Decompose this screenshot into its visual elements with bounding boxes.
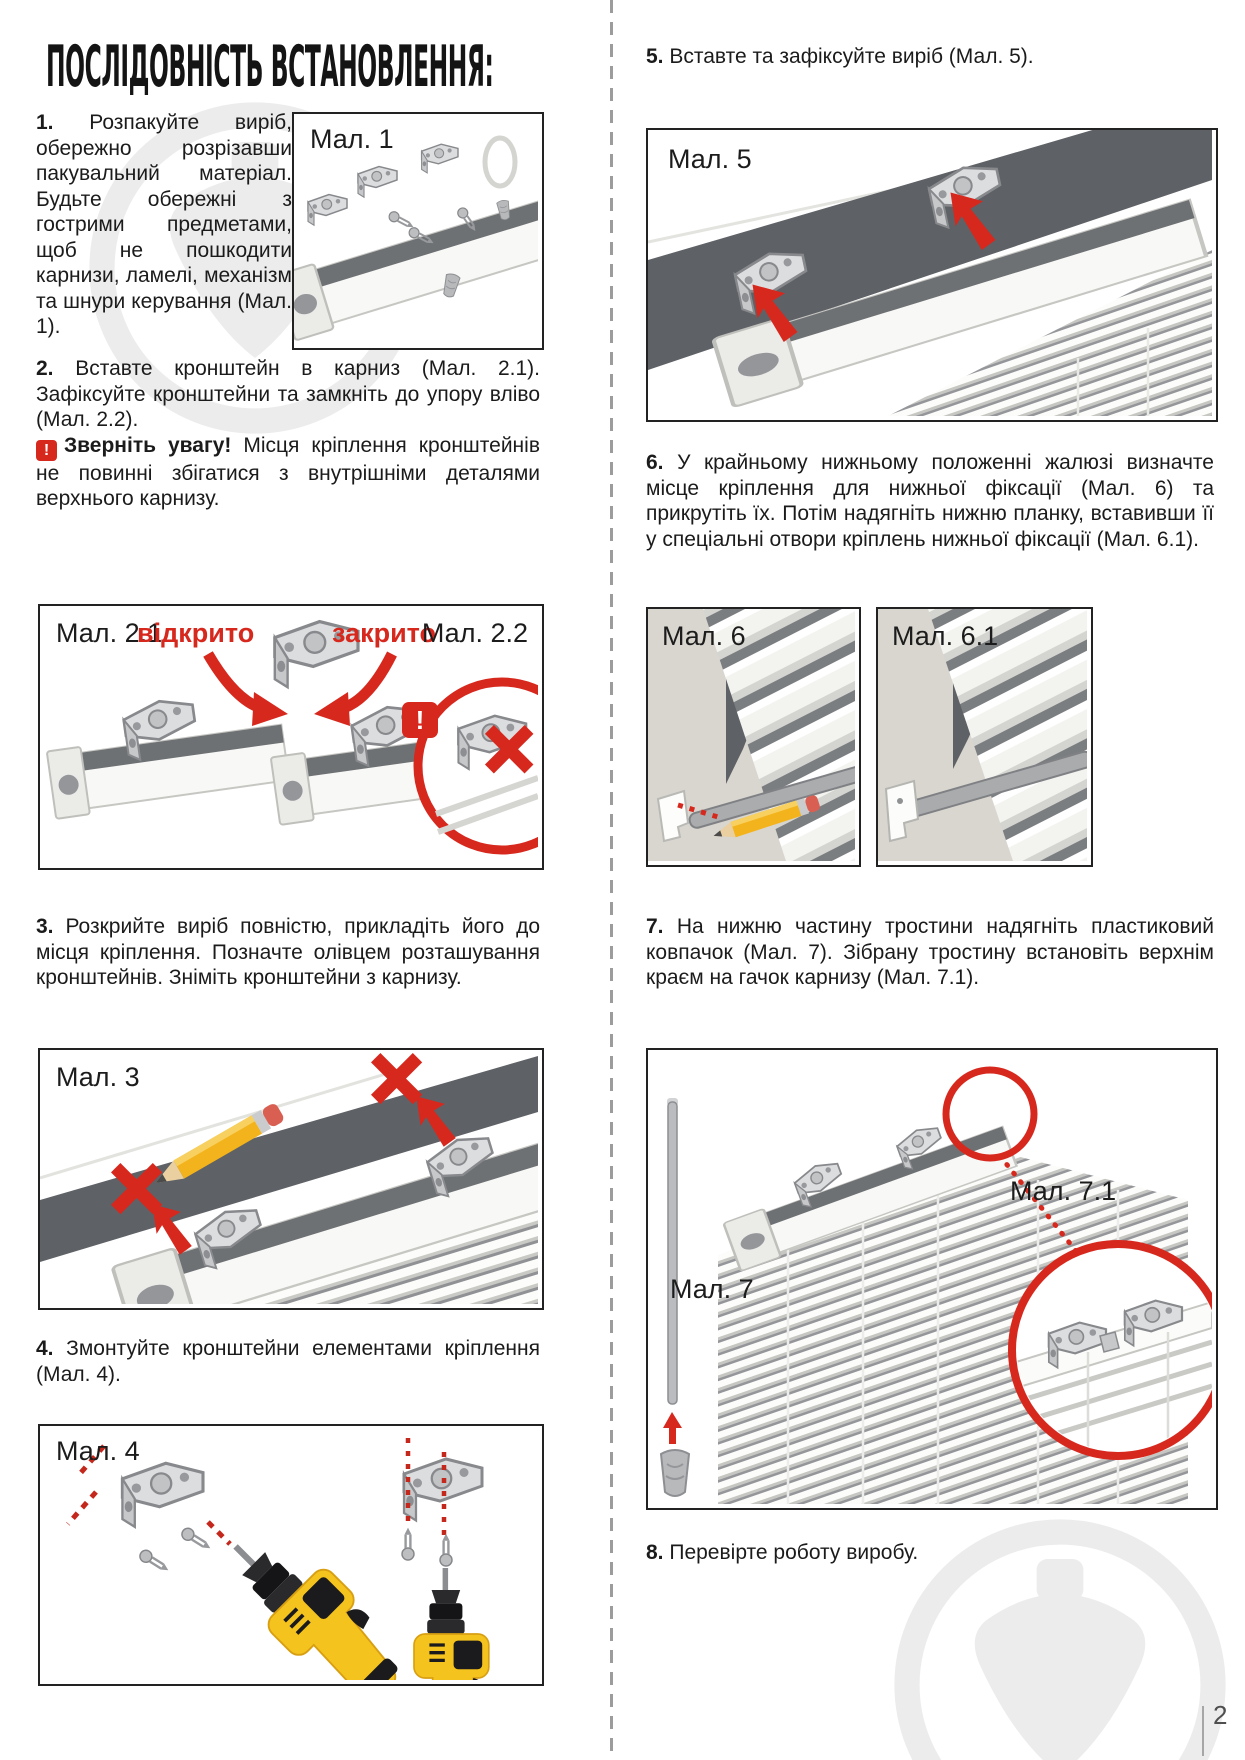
- figure-7-1-label: Мал. 7.1: [1010, 1176, 1117, 1206]
- figure-4-label: Мал. 4: [56, 1436, 140, 1466]
- red-dashed-line: [208, 1522, 230, 1544]
- figure-6-1: [876, 607, 1093, 867]
- closed-label: закрито: [332, 618, 437, 648]
- figure-6-1-label: Мал. 6.1: [892, 621, 999, 651]
- figure-2-1-label: Мал. 2.1: [56, 618, 163, 648]
- page-title: ПОСЛІДОВНІСТЬ ВСТАНОВЛЕННЯ:: [46, 34, 494, 100]
- figure-2-2-label: Мал. 2.2: [421, 618, 528, 648]
- warning-icon: !: [36, 440, 57, 461]
- red-arrow-head: [252, 692, 288, 726]
- step-2-text: 2. Вставте кронштейн в карниз (Мал. 2.1). Зафіксуйте кронштейни та замкніть до упору вліво (Мал. 2.2). ! Зверніть увагу! Місця кріплення кронштейнів не повинні збігатися з внутрішніми деталями верхнього карнизу.: [36, 357, 540, 510]
- step-5-text: 5. Вставте та зафіксуйте виріб (Мал. 5).: [646, 45, 1034, 68]
- hook-detail-inset: [1012, 1244, 1212, 1456]
- screw-icon: [138, 1548, 172, 1575]
- figure-5: [646, 128, 1218, 422]
- figure-3-label: Мал. 3: [56, 1062, 140, 1092]
- step-8-text: 8. Перевірте роботу виробу.: [646, 1541, 919, 1564]
- wand-cap-icon: [661, 1450, 689, 1496]
- step-7-text: 7. На нижню частину тростини надягніть пластиковий ковпачок (Мал. 7). Зібрану тростину встановіть верхнім краєм на гачок карнизу (Мал. 7.1).: [646, 915, 1214, 989]
- figure-6-label: Мал. 6: [662, 621, 746, 651]
- figure-7-label: Мал. 7: [670, 1274, 754, 1304]
- drill-icon: [414, 1568, 489, 1680]
- screw-icon: [180, 1526, 214, 1553]
- column-divider: [610, 0, 613, 1760]
- figure-2: [38, 604, 544, 870]
- cord-loop-icon: [485, 138, 515, 186]
- tilt-wand: [667, 1098, 678, 1404]
- page-number: 2: [1213, 1700, 1228, 1730]
- figure-5-label: Мал. 5: [668, 144, 752, 174]
- drill-icon: [210, 1512, 418, 1680]
- screw-icon: [440, 1534, 452, 1566]
- screw-icon: [402, 1528, 414, 1560]
- bracket-icon: [422, 144, 458, 173]
- figure-1: [292, 112, 544, 350]
- exclamation-badge: !: [402, 702, 438, 738]
- bracket-icon: [308, 195, 347, 226]
- open-label: відкрито: [137, 618, 255, 648]
- warning-note: ! Зверніть увагу! Місця кріплення кронштейнів не повинні збігатися з внутрішніми деталями верхнього карнизу.: [36, 433, 540, 510]
- step-3-text: 3. Розкрийте виріб повністю, прикладіть його до місця кріплення. Позначте олівцем розташування кронштейнів. Зніміть кронштейни з карнизу.: [36, 915, 540, 989]
- red-dashed-line: [68, 1492, 96, 1524]
- step-1-text: 1. Розпакуйте виріб, обережно розрізавши пакувальний матеріал. Будьте обережні з гострими предметами, щоб не пошкодити карнизи, ламелі, механізм та шнури керування (Мал. 1).: [36, 111, 292, 338]
- figure-4: [38, 1424, 544, 1686]
- step-6-text: 6. У крайньому нижньому положенні жалюзі визначте місце кріплення для нижньої фіксації (Мал. 6) та прикрутіть їх. Потім надягніть нижню планку, вставивши її у спеціальні отвори кріплень нижньої фіксації (Мал. 6.1).: [646, 451, 1214, 551]
- figure-1-label: Мал. 1: [310, 124, 394, 154]
- figure-7: [646, 1048, 1218, 1510]
- figure-6: [646, 607, 861, 867]
- page-number-divider: [1202, 1706, 1204, 1756]
- bracket-icon: [122, 1463, 203, 1527]
- figure-3: [38, 1048, 544, 1310]
- red-arrow-head: [314, 692, 350, 726]
- step-4-text: 4. Змонтуйте кронштейни елементами кріплення (Мал. 4).: [36, 1337, 540, 1386]
- bracket-icon: [358, 167, 397, 198]
